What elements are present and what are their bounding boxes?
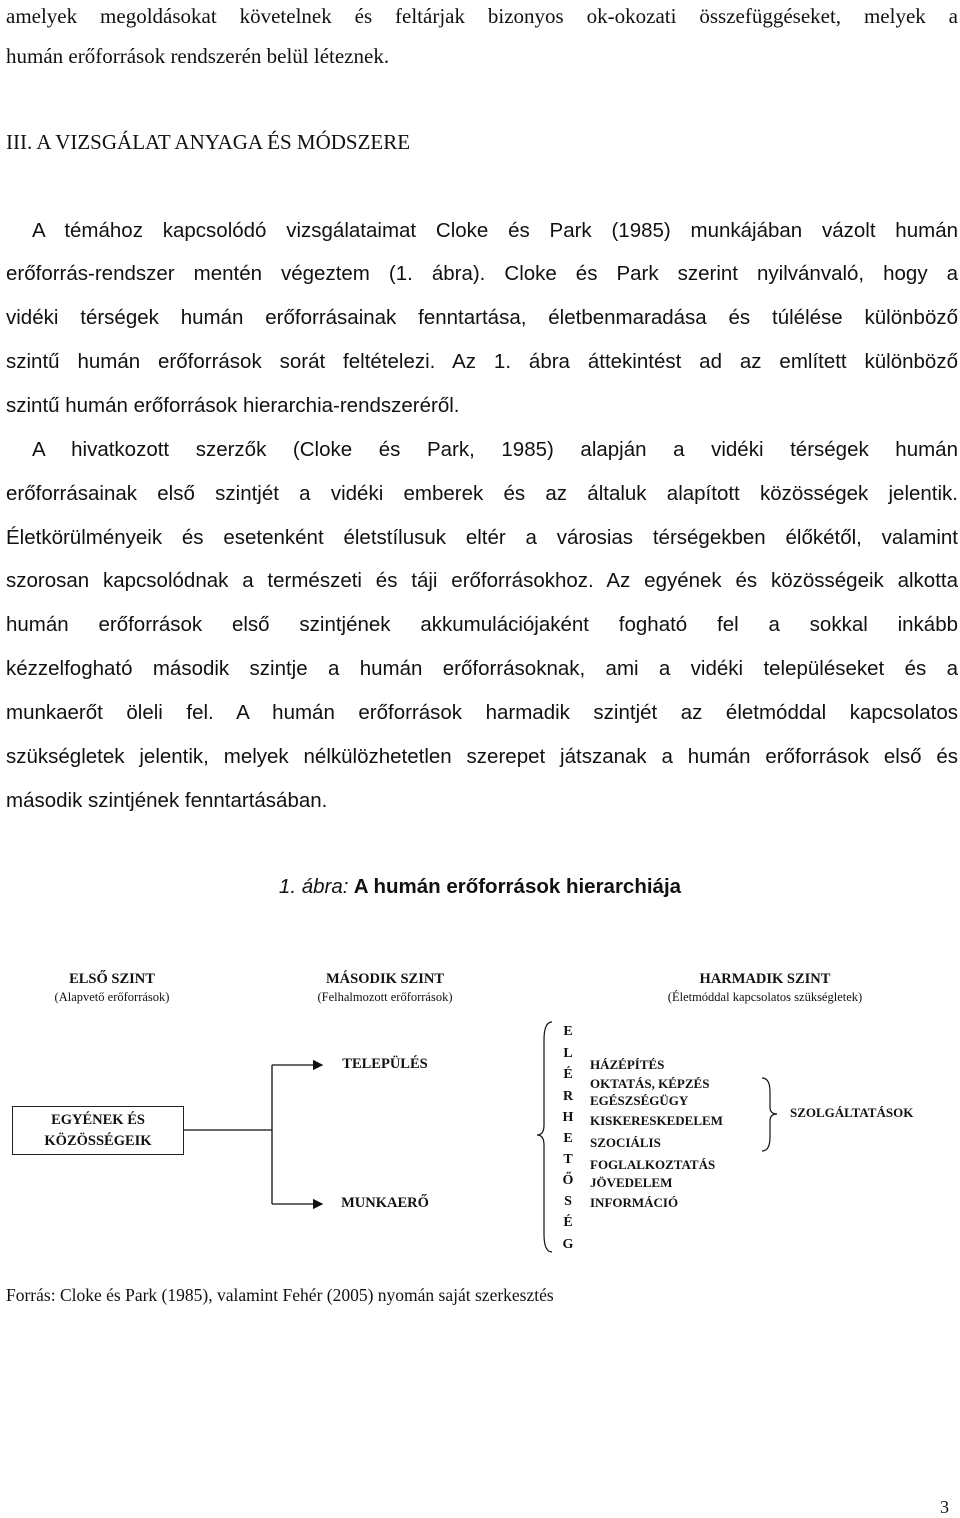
figure-source: Forrás: Cloke és Park (1985), valamint Fehér (2005) nyomán saját szerkesztés xyxy=(6,1285,554,1305)
level1-title: ELSŐ SZINT xyxy=(69,971,155,987)
body-line-6: A hivatkozott szerzők (Cloke és Park, 1985) alapján a vidéki térségek humán xyxy=(32,438,958,461)
left-brace xyxy=(537,1022,552,1252)
body-line-4: szintű humán erőforrások sorát feltételezi. Az 1. ábra áttekintést ad az említett különböző xyxy=(6,350,958,373)
intro-line-2: humán erőforrások rendszerén belül léteznek. xyxy=(6,44,390,68)
vertical-letter-11: G xyxy=(562,1237,574,1252)
level1-subtitle: (Alapvető erőforrások) xyxy=(54,990,170,1004)
need-item-5: SZOCIÁLIS xyxy=(590,1135,661,1150)
vertical-letter-9: S xyxy=(564,1194,572,1209)
right-brace xyxy=(762,1078,777,1151)
need-item-8: INFORMÁCIÓ xyxy=(590,1195,679,1210)
need-item-4: KISKERESKEDELEM xyxy=(590,1113,723,1128)
vertical-letter-7: T xyxy=(563,1152,573,1167)
section-heading: III. A VIZSGÁLAT ANYAGA ÉS MÓDSZERE xyxy=(6,130,411,154)
body-line-7: erőforrásainak első szintjét a vidéki emberek és az általuk alapított közösségek jelentik. xyxy=(6,482,958,505)
body-line-1: A témához kapcsolódó vizsgálataimat Cloke és Park (1985) munkájában vázolt humán xyxy=(32,219,958,242)
box-individuals-line1: EGYÉNEK ÉS xyxy=(51,1112,145,1128)
box-individuals-line2: KÖZÖSSÉGEIK xyxy=(44,1133,152,1149)
body-line-10: humán erőforrások első szintjének akkumulációjaként fogható fel a sokkal inkább xyxy=(6,613,958,636)
need-item-6: FOGLALKOZTATÁS xyxy=(590,1157,716,1172)
vertical-letter-2: L xyxy=(563,1046,573,1061)
body-line-12: munkaerőt öleli fel. A humán erőforrások harmadik szintjét az életmóddal kapcsolatos xyxy=(6,701,958,724)
need-item-7: JÖVEDELEM xyxy=(590,1175,673,1190)
vertical-letter-8: Ő xyxy=(562,1173,574,1188)
level2-title: MÁSODIK SZINT xyxy=(325,971,445,987)
body-line-3: vidéki térségek humán erőforrásainak fenntartása, életbenmaradása és túlélése különböző xyxy=(6,306,958,329)
body-line-11: kézzelfogható második szintje a humán erőforrásoknak, ami a vidéki településeket és a xyxy=(6,657,958,680)
body-line-13: szükségletek jelentik, melyek nélkülözhetetlen szerepet játszanak a humán erőforrások első és xyxy=(6,745,958,768)
vertical-letter-10: É xyxy=(563,1215,573,1230)
figure-title-prefix: 1. ábra: xyxy=(278,875,349,898)
services-label: SZOLGÁLTATÁSOK xyxy=(790,1105,914,1120)
need-item-3: EGÉSZSÉGÜGY xyxy=(590,1093,689,1108)
box-settlement-label: TELEPÜLÉS xyxy=(342,1056,428,1072)
body-line-14: második szintjének fenntartásában. xyxy=(6,789,328,812)
need-item-1: HÁZÉPÍTÉS xyxy=(590,1057,665,1072)
box-workforce-label: MUNKAERŐ xyxy=(341,1195,429,1211)
vertical-letter-4: R xyxy=(562,1089,574,1104)
vertical-letter-6: E xyxy=(563,1131,573,1146)
body-line-8: Életkörülményeik és esetenként életstílusuk eltér a városias térségekben élőkétől, valamint xyxy=(6,526,958,549)
body-line-9: szorosan kapcsolódnak a természeti és táji erőforrásokhoz. Az egyének és közösségeik alkotta xyxy=(6,569,958,592)
vertical-letter-3: É xyxy=(563,1067,573,1082)
intro-line-1: amelyek megoldásokat követelnek és feltárjak bizonyos ok-okozati összefüggéseket, melyek a xyxy=(6,4,958,28)
page-number: 3 xyxy=(940,1497,949,1517)
vertical-letter-1: E xyxy=(563,1024,573,1039)
level3-title: HARMADIK SZINT xyxy=(699,971,831,987)
vertical-letter-5: H xyxy=(562,1110,574,1125)
level2-subtitle: (Felhalmozott erőforrások) xyxy=(317,990,453,1004)
need-item-2: OKTATÁS, KÉPZÉS xyxy=(590,1076,710,1091)
box-individuals-label xyxy=(12,1110,184,1152)
figure-title-main: A humán erőforrások hierarchiája xyxy=(353,875,682,898)
body-line-2: erőforrás-rendszer mentén végeztem (1. ábra). Cloke és Park szerint nyilvánvaló, hogy a xyxy=(6,262,958,285)
body-line-5: szintű humán erőforrások hierarchia-rendszeréről. xyxy=(6,394,460,417)
level3-subtitle: (Életmóddal kapcsolatos szükségletek) xyxy=(667,990,863,1004)
